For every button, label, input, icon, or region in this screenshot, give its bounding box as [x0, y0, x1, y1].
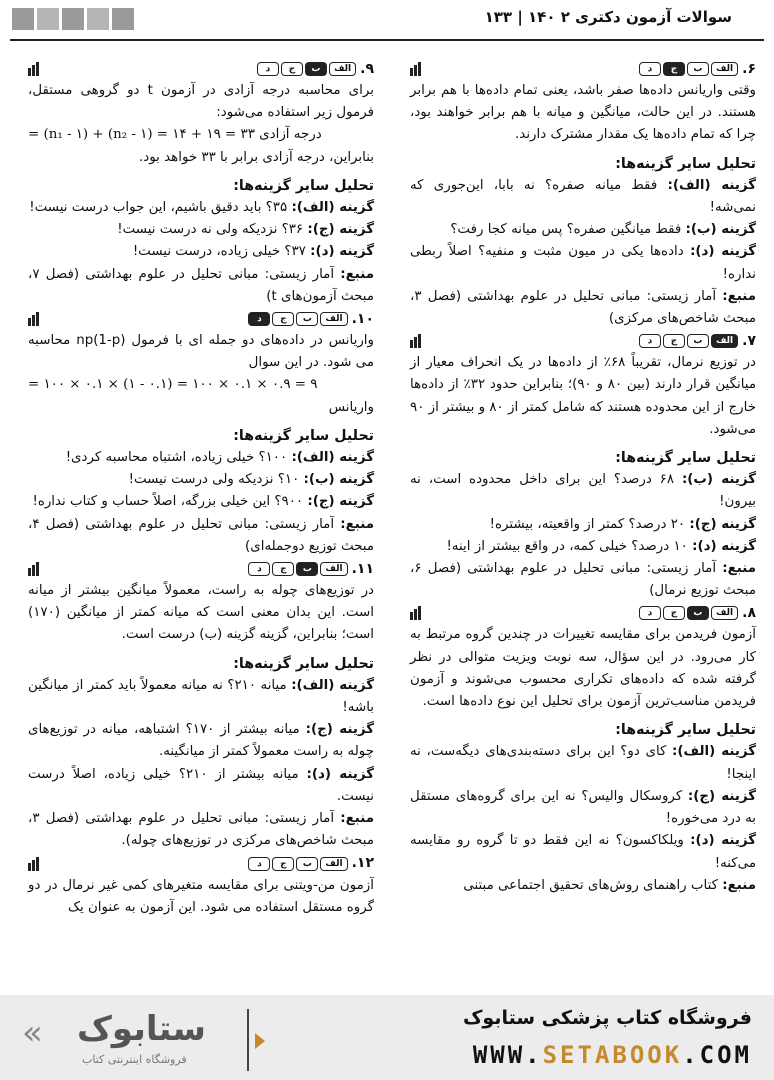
- option-analysis: [410, 786, 756, 830]
- answer-options: [639, 334, 738, 348]
- question-header: [410, 330, 756, 352]
- answer-explanation: در توزیع‌های چوله به راست، معمولاً میانگین بیشتر از میانه است. این بدان معنی است که میانه کمتر از میانگین (۱۷۰) است؛ بنابراین، گزینه گزینه (ب) درست است.: [28, 583, 374, 643]
- question-number: [248, 852, 374, 874]
- option-analysis-label: گزینه (ج):: [305, 722, 374, 738]
- question-block: [28, 853, 374, 919]
- analysis-heading: تحلیل سایر گزینه‌ها:: [233, 177, 374, 194]
- source-label: منبع:: [722, 877, 756, 893]
- logo-text: ستابوک: [77, 1009, 206, 1049]
- question-header: [28, 58, 374, 80]
- answer-options: [639, 62, 738, 76]
- answer-option: ب: [687, 62, 709, 76]
- answer-option: د: [257, 62, 279, 76]
- page-header: [0, 0, 774, 40]
- question-number: [639, 602, 756, 624]
- option-analysis-text: ۶۸ درصد؟ این برای داخل محدوده است، نه بیرون!: [410, 472, 756, 510]
- option-analysis-label: گزینه (الف):: [291, 677, 374, 693]
- question-block: [410, 330, 756, 602]
- analysis-heading: تحلیل سایر گزینه‌ها:: [615, 155, 756, 172]
- answer-option: الف: [320, 857, 347, 871]
- question-header: [28, 558, 374, 580]
- option-analysis-label: گزینه (د):: [690, 833, 756, 849]
- option-analysis-text: ویلکاکسون؟ نه این فقط دو تا گروه رو مقایسه می‌کنه!: [410, 833, 756, 871]
- answer-option: ج: [663, 62, 685, 76]
- source-label: منبع:: [722, 288, 756, 304]
- source-text: آمار زیستی: مبانی تحلیل در علوم بهداشتی (فصل ۳، مبحث شاخص‌های مرکزی): [410, 288, 756, 327]
- store-url[interactable]: WWW.SETABOOK.COM: [472, 1041, 752, 1069]
- option-analysis-text: فقط میانه صفره؟ نه بابا، این‌جوری که نمی‌شه!: [410, 177, 756, 216]
- question-header: [28, 853, 374, 875]
- question-header: [410, 58, 756, 80]
- answer-explanation: آزمون فریدمن برای مقایسه تغییرات در چندین گروه مرتبط به کار می‌رود. در این سؤال، سه نوبت ویزیت متوالی در نظر گرفته شده که داده‌های تکراری محسوب می‌شوند و آزمون فریدمن مناسب‌ترین آزمون برای تحلیل این نوع داده‌ها است.: [410, 627, 756, 710]
- store-name: فروشگاه کتاب پزشکی ستابوک: [462, 1007, 752, 1029]
- page-fade-overlay: [0, 930, 774, 1005]
- question-number: [257, 58, 374, 80]
- option-analysis: [28, 719, 374, 763]
- answer-option: الف: [320, 562, 347, 576]
- answer-option: ب: [296, 312, 318, 326]
- option-analysis: [28, 197, 374, 219]
- option-analysis-text: ۳۶؟ نزدیکه ولی نه درست نیست!: [117, 222, 304, 238]
- source-text: آمار زیستی: مبانی تحلیل در علوم بهداشتی (فصل ۷، مبحث آزمون‌های t): [28, 266, 374, 304]
- page-title: سوالات آزمون دکتری ۲ ۱۴۰ | ۱۳۳: [484, 8, 732, 26]
- option-analysis-label: گزینه (د):: [310, 244, 374, 260]
- option-analysis-label: گزینه (ج):: [307, 494, 374, 510]
- option-analysis: [28, 675, 374, 719]
- answer-option: د: [248, 562, 270, 576]
- footer-divider: [247, 1009, 249, 1071]
- analysis-heading: تحلیل سایر گزینه‌ها:: [233, 427, 374, 444]
- answer-options: [257, 62, 356, 76]
- option-analysis-label: گزینه (ج):: [307, 222, 374, 238]
- header-divider: [10, 39, 764, 41]
- analysis-heading: تحلیل سایر گزینه‌ها:: [615, 722, 756, 739]
- difficulty-bars-icon: [410, 334, 421, 348]
- option-analysis: [28, 219, 374, 241]
- question-header: [410, 602, 756, 624]
- option-analysis: [410, 175, 756, 219]
- question-number-label: ۱۲.: [351, 855, 374, 872]
- question-number-label: ۱۰.: [351, 310, 374, 327]
- option-analysis: [28, 241, 374, 263]
- answer-option: د: [639, 62, 661, 76]
- option-analysis-label: گزینه (الف):: [672, 744, 756, 760]
- answer-options: [248, 312, 347, 326]
- question-number-label: ۷.: [742, 333, 756, 350]
- option-analysis-text: کای دو؟ این برای دسته‌بندی‌های دیگه‌ست، نه اینجا!: [410, 744, 756, 782]
- question-number: [248, 558, 374, 580]
- footer-triangle-icon: [255, 1033, 265, 1049]
- answer-option: ب: [296, 562, 318, 576]
- source-reference: [410, 286, 756, 330]
- option-analysis-label: گزینه (ب):: [303, 472, 374, 488]
- answer-options: [248, 857, 347, 871]
- question-number-label: ۶.: [742, 60, 756, 77]
- option-analysis-label: گزینه (ج):: [689, 516, 756, 532]
- answer-option: ب: [687, 334, 709, 348]
- answer-option: ج: [272, 312, 294, 326]
- source-reference: [410, 558, 756, 602]
- formula-conclusion: بنابراین، درجه آزادی برابر با ۳۳ خواهد بود.: [139, 149, 374, 165]
- answer-options: [248, 562, 347, 576]
- left-column: [28, 58, 374, 919]
- source-label: منبع:: [722, 561, 756, 577]
- option-analysis-text: ۳۵؟ باید دقیق باشیم، این جواب درست نیست!: [29, 200, 288, 216]
- option-analysis-text: ۱۰ درصد؟ خیلی کمه، در واقع بیشتر از اینه!: [446, 538, 688, 554]
- option-analysis: [410, 514, 756, 536]
- source-label: منبع:: [340, 266, 374, 282]
- option-analysis-text: میانه بیشتر از ۲۱۰؟ خیلی زیاده، اصلاً درست نیست.: [28, 766, 374, 804]
- option-analysis: [28, 447, 374, 469]
- question-number-label: ۹.: [360, 60, 374, 77]
- question-number-label: ۸.: [742, 605, 756, 622]
- formula-conclusion: واریانس: [328, 399, 374, 415]
- right-column: [410, 58, 756, 897]
- question-number: [639, 330, 756, 352]
- difficulty-bars-icon: [28, 312, 39, 326]
- difficulty-bars-icon: [28, 562, 39, 576]
- question-number: [639, 58, 756, 80]
- option-analysis-text: میانه ۲۱۰؟ نه میانه معمولاً باید کمتر از میانگین باشه!: [28, 677, 374, 716]
- answer-option: د: [248, 857, 270, 871]
- answer-option: الف: [320, 312, 347, 326]
- option-analysis-text: ۱۰۰؟ خیلی زیاده، اشتباه محاسبه کردی!: [65, 450, 288, 466]
- question-number-label: ۱۱.: [351, 560, 374, 577]
- question-block: [28, 558, 374, 852]
- answer-explanation: واریانس در داده‌های دو جمله ای با فرمول (np(1-p محاسبه می شود. در این سوال: [28, 333, 374, 371]
- formula: = (n₁ - ۱) + (n₂ - ۱) = ۱۴ + ۱۹ = ۳۳ درجه آزادی: [28, 127, 322, 143]
- option-analysis-text: کروسکال والیس؟ نه این برای گروه‌های مستقل به درد می‌خوره!: [410, 788, 756, 827]
- answer-option: الف: [711, 62, 738, 76]
- option-analysis: [410, 241, 756, 285]
- question-number: [248, 308, 374, 330]
- answer-option: ب: [687, 606, 709, 620]
- answer-option: ج: [272, 562, 294, 576]
- source-text: کتاب راهنمای روش‌های تحقیق اجتماعی مبتنی: [463, 877, 718, 893]
- option-analysis-label: گزینه (د):: [306, 766, 374, 782]
- option-analysis-label: گزینه (الف):: [291, 450, 374, 466]
- answer-explanation: در توزیع نرمال، تقریباً ۶۸٪ از داده‌ها در یک انحراف معیار از میانگین قرار دارند (بین ۸۰ و ۹۰)؛ بنابراین حدود ۳۲٪ از داده‌ها خارج از این محدوده هستند که شامل کمتر از ۸۰ و بیشتر از ۹۰ می‌شود.: [410, 355, 756, 437]
- option-analysis-label: گزینه (ب):: [681, 472, 756, 488]
- option-analysis: [410, 741, 756, 785]
- answer-option: ج: [281, 62, 303, 76]
- option-analysis-label: گزینه (د):: [692, 538, 756, 554]
- analysis-heading: تحلیل سایر گزینه‌ها:: [615, 450, 756, 467]
- question-block: [28, 58, 374, 308]
- formula: = ۱۰۰ × ۰.۱ × (۱ - ۰.۱) = ۱۰۰ × ۰.۱ × ۰.۹ = ۹: [28, 377, 318, 393]
- header-decoration: [12, 8, 134, 30]
- source-text: آمار زیستی: مبانی تحلیل در علوم بهداشتی (فصل ۶، مبحث توزیع نرمال): [410, 561, 756, 599]
- difficulty-bars-icon: [28, 62, 39, 76]
- answer-option: الف: [711, 606, 738, 620]
- source-label: منبع:: [340, 811, 374, 827]
- option-analysis-label: گزینه (الف):: [291, 200, 374, 216]
- option-analysis: [28, 764, 374, 808]
- question-block: [410, 58, 756, 330]
- difficulty-bars-icon: [410, 606, 421, 620]
- source-reference: [410, 875, 756, 897]
- option-analysis: [410, 536, 756, 558]
- source-reference: [28, 264, 374, 308]
- answer-option: الف: [711, 334, 738, 348]
- source-reference: [28, 808, 374, 852]
- difficulty-bars-icon: [28, 857, 39, 871]
- question-block: [410, 602, 756, 896]
- option-analysis-label: گزینه (ج):: [687, 788, 757, 804]
- source-text: آمار زیستی: مبانی تحلیل در علوم بهداشتی (فصل ۴، مبحث توزیع دوجمله‌ای): [28, 516, 374, 554]
- source-text: آمار زیستی: مبانی تحلیل در علوم بهداشتی (فصل ۳، مبحث شاخص‌های مرکزی در توزیع‌های چوله).: [28, 811, 374, 849]
- source-reference: [28, 514, 374, 558]
- difficulty-bars-icon: [410, 62, 421, 76]
- option-analysis-text: ۲۰ درصد؟ کمتر از واقعیته، بیشتره!: [489, 516, 686, 532]
- option-analysis-label: گزینه (ب):: [685, 222, 756, 238]
- option-analysis-label: گزینه (د):: [690, 244, 756, 260]
- answer-options: [639, 606, 738, 620]
- logo-subtitle: فروشگاه اینترنتی کتاب: [82, 1053, 187, 1066]
- logo-chevron-icon: «: [22, 1013, 43, 1053]
- option-analysis: [28, 491, 374, 513]
- source-label: منبع:: [340, 516, 374, 532]
- footer: [0, 995, 774, 1080]
- question-block: [28, 308, 374, 558]
- option-analysis-text: ۳۷؟ خیلی زیاده، درست نیست!: [132, 244, 306, 260]
- answer-explanation: وقتی واریانس داده‌ها صفر باشد، یعنی تمام داده‌ها با هم برابر هستند. در این حالت، میانگین و میانه با هم برابر خواهند بود، چرا که تمام داده‌ها یک مقدار مشترک دارند.: [410, 83, 756, 143]
- question-header: [28, 308, 374, 330]
- option-analysis: [410, 469, 756, 513]
- option-analysis-text: میانه بیشتر از ۱۷۰؟ اشتباهه، میانه در توزیع‌های چوله به راست معمولاً کمتر از میانگینه.: [28, 722, 374, 760]
- option-analysis-text: فقط میانگین صفره؟ پس میانه کجا رفت؟: [450, 222, 682, 238]
- option-analysis-label: گزینه (الف):: [667, 177, 757, 193]
- answer-option: د: [639, 606, 661, 620]
- option-analysis: [410, 219, 756, 241]
- answer-explanation: آزمون من-ویتنی برای مقایسه متغیرهای کمی غیر نرمال در دو گروه مستقل استفاده می شود. این آزمون به عنوان یک: [28, 877, 374, 915]
- answer-option: ب: [296, 857, 318, 871]
- option-analysis-text: داده‌ها یکی در میون مثبت و منفیه؟ اصلاً ربطی نداره!: [410, 244, 756, 282]
- store-logo: [22, 1009, 232, 1073]
- answer-option: ج: [272, 857, 294, 871]
- answer-option: ج: [663, 606, 685, 620]
- option-analysis: [28, 469, 374, 491]
- answer-option: ب: [305, 62, 327, 76]
- answer-option: د: [639, 334, 661, 348]
- answer-explanation: برای محاسبه درجه آزادی در آزمون t دو گروهی مستقل، فرمول زیر استفاده می‌شود:: [28, 83, 374, 121]
- answer-option: د: [248, 312, 270, 326]
- analysis-heading: تحلیل سایر گزینه‌ها:: [233, 655, 374, 672]
- option-analysis: [410, 830, 756, 874]
- option-analysis-text: ۱۰؟ نزدیکه ولی درست نیست!: [128, 472, 300, 488]
- answer-option: ج: [663, 334, 685, 348]
- answer-option: الف: [329, 62, 356, 76]
- option-analysis-text: ۹۰۰؟ این خیلی بزرگه، اصلاً حساب و کتاب نداره!: [32, 494, 304, 510]
